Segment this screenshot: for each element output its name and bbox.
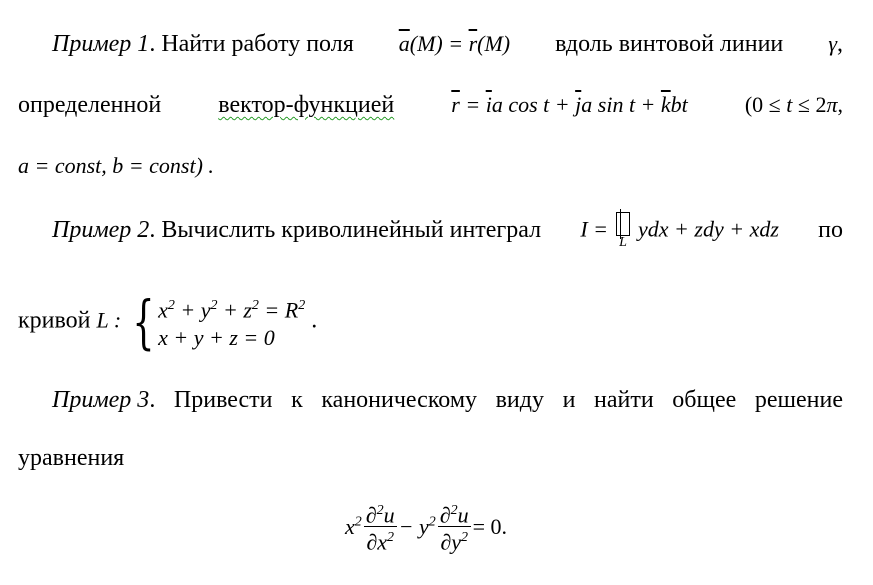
ex1-label: Пример 1 (52, 31, 150, 57)
ex1-line2-mid: вектор-функцией (218, 92, 395, 118)
ex1-text1: . Найти работу поля (149, 31, 354, 57)
ex1-field: $\overline{a}(M) = \overline{r}(M)$ (398, 31, 511, 56)
ex1-range: (0 ≤ t ≤ 2π, (744, 92, 843, 117)
ex2-line1 (52, 212, 843, 250)
ex2-system (127, 288, 306, 357)
ex2-eq1: $x^2 + y^2 + z^2 = R^2$ (158, 297, 306, 323)
ex3-equation: $x^2$ $\frac{\partial^2u}{\partial x^2}$ − $y^2$ $\frac{\partial^2u}{\partial y^2}$ = 0. (345, 500, 507, 554)
ex3-label: Пример 3 (52, 387, 150, 413)
ex2-curve: L : (96, 307, 122, 333)
ex3-eq-end: = 0. (472, 513, 508, 539)
contour-integral-icon (616, 212, 630, 250)
ex2-integral-lhs: I = (580, 216, 609, 242)
ex1-curve: γ (828, 31, 837, 56)
ex1-comma: , (836, 31, 843, 57)
ex3-line1 (52, 384, 843, 416)
ex3-text1: . Привести к каноническому виду и найти общее решение (149, 387, 843, 413)
ex2-integrand: ydx + zdy + xdz (638, 216, 779, 242)
ex1-text2: вдоль винтовой линии (555, 31, 784, 57)
ex3-line2 (18, 442, 843, 474)
ex1-line2-left: определенной (18, 92, 162, 118)
left-brace-icon: { (132, 288, 155, 357)
ex1-line1 (52, 28, 843, 60)
ex2-line2-left: кривой (18, 307, 91, 334)
ex3-line2-text: уравнения (18, 445, 125, 471)
ex2-dot: . (311, 307, 318, 334)
ex2-eq2: x + y + z = 0 (158, 325, 275, 351)
ex2-integral-sub: L (619, 235, 627, 250)
ex3-frac1: $\frac{\partial^2u}{\partial x^2}$ (364, 500, 397, 554)
ex2-line2 (18, 288, 843, 357)
ex1-line3-text: a = const, b = const) . (18, 153, 214, 178)
ex2-integral (580, 212, 779, 250)
ex1-line2 (18, 89, 843, 121)
ex1-line3 (18, 150, 843, 182)
ex2-text1: . Вычислить криволинейный интеграл (149, 216, 542, 243)
ex2-label: Пример 2 (52, 216, 150, 243)
ex1-func: $\overline{r} = \overline{i}a$ $\cos t + \overline{j}a$ $\sin t + \overline{k}bt$ (451, 92, 688, 117)
ex3-frac2: $\frac{\partial^2u}{\partial y^2}$ (438, 500, 471, 554)
ex2-text2: по (818, 216, 843, 243)
